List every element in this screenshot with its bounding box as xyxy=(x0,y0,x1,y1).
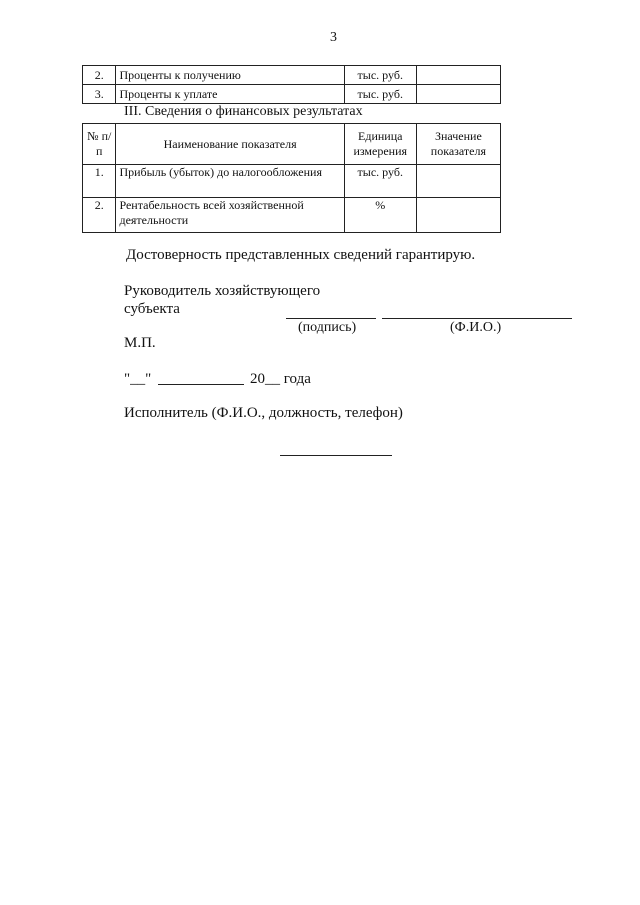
table-row xyxy=(83,165,501,198)
row-value[interactable] xyxy=(416,165,500,198)
executor-label: Исполнитель (Ф.И.О., должность, телефон) xyxy=(124,405,403,421)
table-row xyxy=(83,85,501,104)
head-label-line1: Руководитель хозяйствующего xyxy=(124,283,321,299)
row-unit: тыс. руб. xyxy=(344,165,416,198)
fio-caption: (Ф.И.О.) xyxy=(450,320,502,335)
row-unit: % xyxy=(344,198,416,233)
row-name: Проценты к получению xyxy=(116,66,344,85)
row-value[interactable] xyxy=(416,85,500,104)
table-row xyxy=(83,66,501,85)
row-name: Прибыль (убыток) до налогообложения xyxy=(116,165,344,198)
interest-table xyxy=(82,65,501,104)
guarantee-text: Достоверность представленных сведений гарантирую. xyxy=(126,247,476,263)
header-value: Значение показателя xyxy=(416,124,500,165)
row-number: 2. xyxy=(83,198,116,233)
table-header xyxy=(83,124,501,165)
row-number: 3. xyxy=(83,85,116,104)
date-day: "__" xyxy=(124,371,152,387)
financial-results-table xyxy=(82,123,501,233)
head-label-line2: субъекта xyxy=(124,301,180,317)
page-number: 3 xyxy=(330,30,337,45)
end-divider xyxy=(280,455,392,456)
header-num: № п/п xyxy=(83,124,116,165)
date-month-line[interactable] xyxy=(158,384,244,385)
row-name: Рентабельность всей хозяйственной деятельности xyxy=(116,198,344,233)
row-number: 1. xyxy=(83,165,116,198)
table-row xyxy=(83,198,501,233)
row-name: Проценты к уплате xyxy=(116,85,344,104)
row-value[interactable] xyxy=(416,198,500,233)
row-unit: тыс. руб. xyxy=(344,66,416,85)
header-unit: Единица измерения xyxy=(344,124,416,165)
header-name: Наименование показателя xyxy=(116,124,344,165)
row-value[interactable] xyxy=(416,66,500,85)
row-unit: тыс. руб. xyxy=(344,85,416,104)
signature-caption: (подпись) xyxy=(298,320,357,335)
fio-line[interactable] xyxy=(382,318,572,319)
section-title: III. Сведения о финансовых результатах xyxy=(124,104,363,119)
signature-line[interactable] xyxy=(286,318,376,319)
date-year: 20__ года xyxy=(250,371,311,387)
row-number: 2. xyxy=(83,66,116,85)
stamp-label: М.П. xyxy=(124,335,156,351)
